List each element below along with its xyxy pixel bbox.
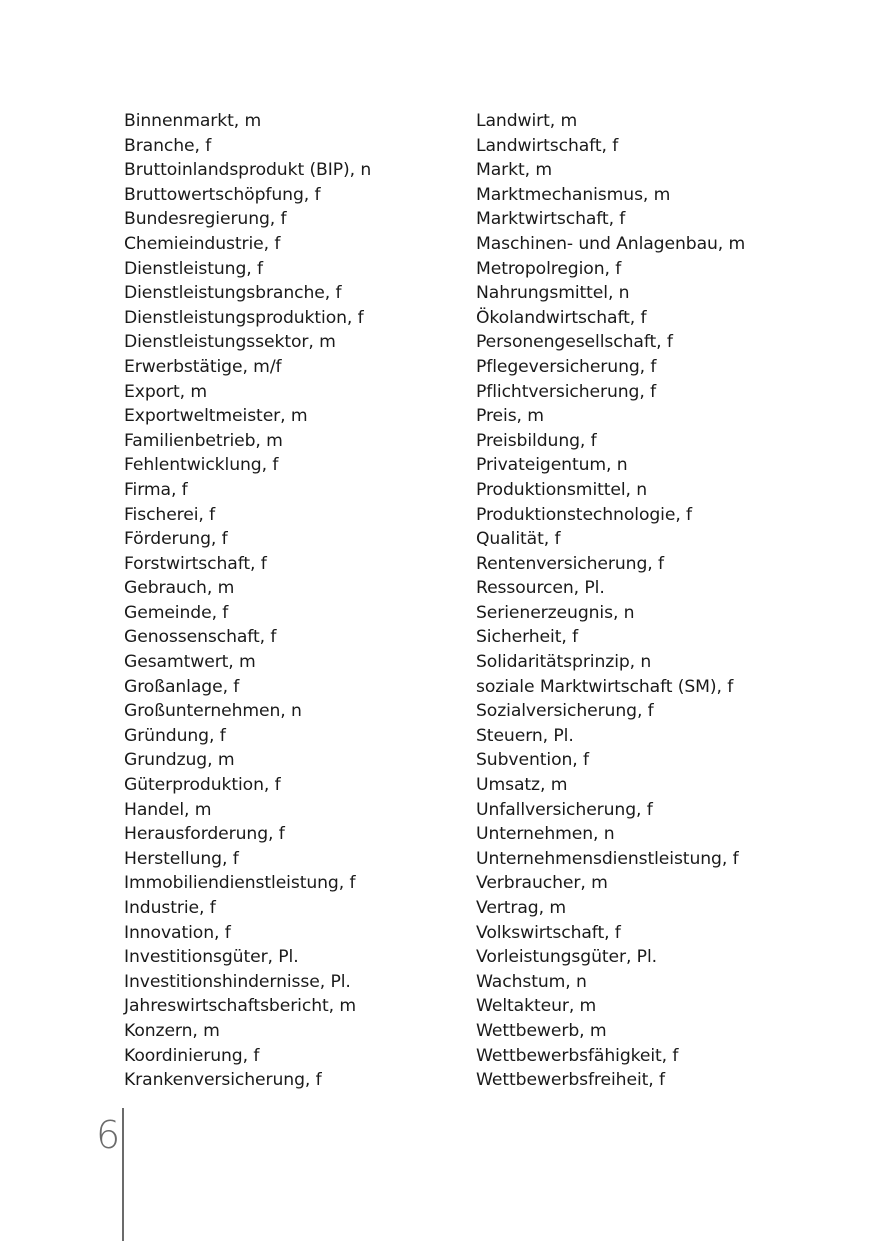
glossary-term: Serienerzeugnis, n bbox=[476, 602, 635, 623]
glossary-term: Investitionsgüter, Pl. bbox=[124, 947, 299, 968]
glossary-term: Genossenschaft, f bbox=[124, 627, 277, 648]
glossary-term: Landwirtschaft, f bbox=[476, 135, 619, 156]
glossary-term: soziale Marktwirtschaft (SM), f bbox=[476, 676, 734, 697]
glossary-term: Bruttoinlandsprodukt (BIP), n bbox=[124, 160, 372, 181]
glossary-term: Marktwirtschaft, f bbox=[476, 209, 626, 230]
glossary-term: Unfallversicherung, f bbox=[476, 799, 653, 820]
glossary-term: Metropolregion, f bbox=[476, 258, 622, 279]
glossary-term: Privateigentum, n bbox=[476, 455, 628, 476]
glossary-term: Handel, m bbox=[124, 799, 212, 820]
glossary-term: Nahrungsmittel, n bbox=[476, 283, 630, 304]
page-number-divider bbox=[122, 1108, 124, 1241]
glossary-term: Verbraucher, m bbox=[476, 873, 608, 894]
glossary-term: Weltakteur, m bbox=[476, 996, 597, 1017]
glossary-term: Produktionsmittel, n bbox=[476, 479, 648, 500]
glossary-term: Produktionstechnologie, f bbox=[476, 504, 692, 525]
glossary-term: Wettbewerbsfreiheit, f bbox=[476, 1070, 665, 1091]
glossary-term: Markt, m bbox=[476, 160, 552, 181]
glossary-term: Gemeinde, f bbox=[124, 602, 229, 623]
glossary-term: Fehlentwicklung, f bbox=[124, 455, 279, 476]
glossary-term: Gesamtwert, m bbox=[124, 652, 256, 673]
glossary-term: Innovation, f bbox=[124, 922, 231, 943]
glossary-term: Exportweltmeister, m bbox=[124, 406, 308, 427]
glossary-term: Koordinierung, f bbox=[124, 1045, 260, 1066]
glossary-term: Förderung, f bbox=[124, 529, 228, 550]
glossary-term: Volkswirtschaft, f bbox=[476, 922, 621, 943]
glossary-term: Maschinen- und Anlagenbau, m bbox=[476, 233, 746, 254]
glossary-term: Sicherheit, f bbox=[476, 627, 579, 648]
glossary-term: Firma, f bbox=[124, 479, 188, 500]
glossary-term: Grundzug, m bbox=[124, 750, 235, 771]
glossary-right-column bbox=[476, 109, 745, 1093]
glossary-term: Investitionshindernisse, Pl. bbox=[124, 971, 351, 992]
glossary-term: Umsatz, m bbox=[476, 775, 568, 796]
glossary-term: Pflegeversicherung, f bbox=[476, 356, 657, 377]
glossary-term: Landwirt, m bbox=[476, 111, 578, 131]
page-number: 6 bbox=[96, 1113, 121, 1157]
glossary-term: Preis, m bbox=[476, 406, 544, 427]
glossary-term: Vorleistungsgüter, Pl. bbox=[476, 947, 657, 968]
glossary-term: Ressourcen, Pl. bbox=[476, 578, 605, 599]
glossary-term: Krankenversicherung, f bbox=[124, 1070, 322, 1091]
glossary-term: Industrie, f bbox=[124, 898, 216, 918]
glossary-term: Unternehmensdienstleistung, f bbox=[476, 848, 739, 869]
glossary-term: Export, m bbox=[124, 381, 208, 402]
glossary-term: Bruttowertschöpfung, f bbox=[124, 184, 321, 205]
glossary-term: Steuern, Pl. bbox=[476, 725, 574, 746]
glossary-term: Chemieindustrie, f bbox=[124, 233, 281, 254]
glossary-term: Dienstleistungssektor, m bbox=[124, 332, 336, 353]
glossary-term: Großanlage, f bbox=[124, 676, 240, 697]
glossary-term: Pflichtversicherung, f bbox=[476, 381, 657, 402]
glossary-term: Ökolandwirtschaft, f bbox=[476, 307, 647, 328]
glossary-term: Familienbetrieb, m bbox=[124, 430, 283, 451]
glossary-term: Binnenmarkt, m bbox=[124, 111, 262, 131]
glossary-term: Erwerbstätige, m/f bbox=[124, 356, 282, 377]
glossary-term: Qualität, f bbox=[476, 529, 561, 550]
glossary-term: Vertrag, m bbox=[476, 898, 566, 918]
glossary-term: Solidaritätsprinzip, n bbox=[476, 652, 652, 673]
glossary-term: Dienstleistung, f bbox=[124, 258, 263, 279]
glossary-term: Dienstleistungsbranche, f bbox=[124, 283, 342, 304]
glossary-term: Marktmechanismus, m bbox=[476, 184, 671, 205]
glossary-term: Rentenversicherung, f bbox=[476, 553, 664, 574]
glossary-term: Bundesregierung, f bbox=[124, 209, 287, 230]
glossary-term: Personengesellschaft, f bbox=[476, 332, 673, 353]
glossary-term: Immobiliendienstleistung, f bbox=[124, 873, 356, 894]
glossary-term: Gründung, f bbox=[124, 725, 226, 746]
glossary-term: Güterproduktion, f bbox=[124, 775, 281, 796]
glossary-term: Wachstum, n bbox=[476, 971, 587, 992]
glossary-term: Herstellung, f bbox=[124, 848, 239, 869]
glossary-term: Fischerei, f bbox=[124, 504, 216, 525]
glossary-term: Unternehmen, n bbox=[476, 824, 615, 845]
glossary-term: Jahreswirtschaftsbericht, m bbox=[124, 996, 356, 1017]
glossary-term: Preisbildung, f bbox=[476, 430, 597, 451]
glossary-term: Herausforderung, f bbox=[124, 824, 285, 845]
glossary-term: Großunternehmen, n bbox=[124, 701, 302, 722]
glossary-term: Sozialversicherung, f bbox=[476, 701, 654, 722]
glossary-term: Subvention, f bbox=[476, 750, 589, 771]
glossary-term: Wettbewerbsfähigkeit, f bbox=[476, 1045, 679, 1066]
glossary-term: Wettbewerb, m bbox=[476, 1020, 607, 1041]
glossary-term: Gebrauch, m bbox=[124, 578, 235, 599]
glossary-term: Dienstleistungsproduktion, f bbox=[124, 307, 364, 328]
glossary-term: Konzern, m bbox=[124, 1020, 220, 1041]
glossary-term: Forstwirtschaft, f bbox=[124, 553, 267, 574]
glossary-left-column bbox=[124, 109, 371, 1093]
glossary-term: Branche, f bbox=[124, 135, 212, 156]
